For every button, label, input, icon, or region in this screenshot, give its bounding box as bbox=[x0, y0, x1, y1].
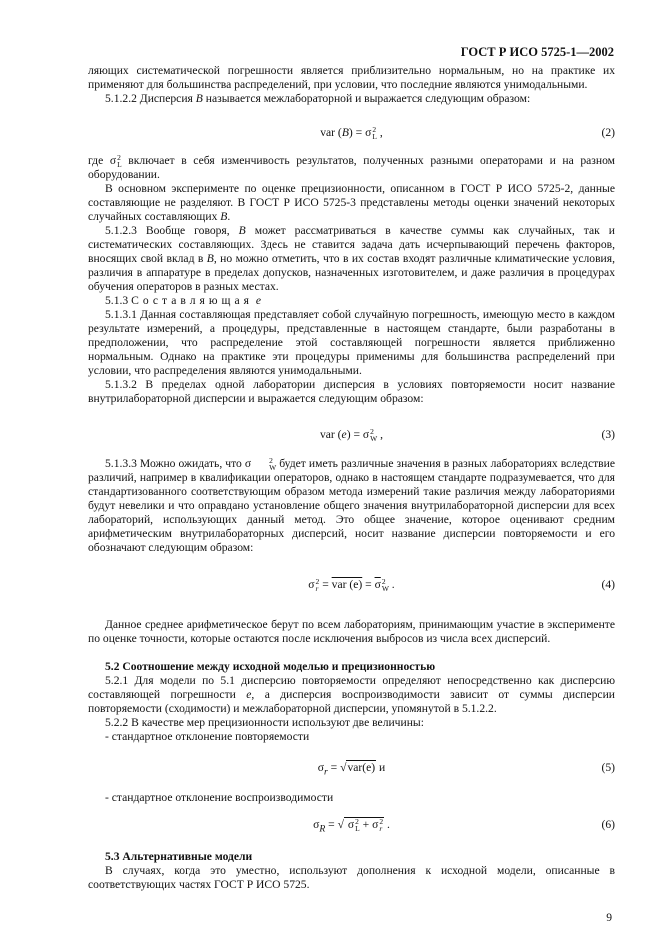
paragraph-5-1-3-1: 5.1.3.1 Данная составляющая представляет собой случайную погрешность, имеющую место в каждом результате измерений, а процедуры, представленные в настоящем стандарте, были разработаны в предположении, что распределение этой составляющей погрешности является приближенно нормальным. Однако на практике эти процедуры применимы для большинства распределений при условии, что распределения являются унимодальными. bbox=[88, 308, 615, 377]
paragraph-5-1-3-2: 5.1.3.2 В пределах одной лаборатории дисперсия в условиях повторяемости носит название внутрилабораторной дисперсии и выражается следующим образом: bbox=[88, 378, 615, 405]
paragraph: В основном эксперименте по оценке прецизионности, описанном в ГОСТ Р ИСО 5725-2, данные составляющие не разделяют. В ГОСТ Р ИСО 5725-3 представлены методы оценки значений некоторых случайных составляющих B. bbox=[88, 182, 615, 223]
section-heading-5-3: 5.3 Альтернативные модели bbox=[105, 850, 253, 863]
equation-number: (3) bbox=[601, 428, 615, 441]
paragraph-5-2-1: 5.2.1 Для модели по 5.1 дисперсию повторяемости определяют непосредственно как дисперсию составляющей погрешности e, а дисперсия воспроизводимости зависит от суммы дисперсии повторяемости (сходимости) и межлабораторной дисперсии, упомянутой в 5.1.2.2. bbox=[88, 674, 615, 715]
paragraph-5-2-2: 5.2.2 В качестве мер прецизионности используют две величины: bbox=[105, 716, 424, 729]
paragraph-5-1-2-3: 5.1.2.3 Вообще говоря, B может рассматриваться в качестве суммы как случайных, так и систематических составляющих. Здесь не ставится задача дать исчерпывающий перечень факторов, вносящих свой вклад в B, но можно отметить, что в их состав входят различные климатические условия, различия в аппаратуре в пределах допусков, назначенных изготовителем, и даже различия в процедурах обучения операторов в разных местах. bbox=[88, 224, 615, 293]
equation-4: σ 2 r = var (e) = σ 2 W . (4) bbox=[308, 577, 615, 594]
list-item: - стандартное отклонение повторяемости bbox=[105, 730, 310, 743]
page-number: 9 bbox=[606, 911, 612, 924]
equation-5: $\sigma_r = √var(e)$ и (5) bbox=[317, 761, 615, 778]
text: 5.1.2.2 Дисперсия bbox=[105, 92, 196, 105]
equation-number: (5) bbox=[601, 761, 615, 774]
equation-3: var (e) = σ 2 W , (3) bbox=[319, 427, 615, 444]
paragraph: В случаях, когда это уместно, используют дополнения к исходной модели, описанные в соответствующих частях ГОСТ Р ИСО 5725. bbox=[88, 864, 615, 891]
equation-number: (4) bbox=[601, 578, 615, 591]
text: B bbox=[195, 92, 203, 105]
text: называется межлабораторной и выражается следующим образом: bbox=[202, 92, 531, 105]
list-item: - стандартное отклонение воспроизводимости bbox=[105, 791, 334, 804]
equation-2: var (B) = σ 2 L , (2) bbox=[320, 125, 615, 142]
equation-number: (2) bbox=[601, 126, 615, 139]
section-heading-5-2: 5.2 Соотношение между исходной моделью и прецизионностью bbox=[105, 660, 436, 673]
paragraph-5-1-3-3: 5.1.3.3 Можно ожидать, что σ 2 W будет иметь различные значения в разных лабораториях вследствие различий, например в квалификации операторов, однако в настоящем стандарте подразумевается, что для стандартизованного соответствующим образом метода измерений такие различия между лабораториями будут невелики и что оправдано установление общего значения внутрилабораторной дисперсии для всех лабораторий, использующих данный метод. Это общее значение, которое оценивают средним арифметическим внутрилабораторных дисперсий, носит название дисперсии повторяемости и его обозначают следующим образом: bbox=[88, 456, 615, 555]
equation-number: (6) bbox=[601, 818, 615, 831]
paragraph: ляющих систематической погрешности является приблизительно нормальным, но на практике их применяют для большинства распределений, при условии, что последние являются унимодальными. bbox=[88, 64, 615, 91]
section-heading-5-1-3: 5.1.3 Составляющая e bbox=[105, 294, 261, 307]
paragraph: Данное среднее арифметическое берут по всем лабораториям, принимающим участие в эксперименте по оценке точности, которые остаются после исключения выбросов из числа всех дисперсий. bbox=[88, 618, 615, 645]
equation-6: $\sigma_R$ = √ σ 2 L + σ 2 r . (6) bbox=[313, 817, 615, 835]
paragraph: где σ 2 L включает в себя изменчивость результатов, полученных разными операторами и на разном оборудовании. bbox=[88, 153, 615, 182]
paragraph-5-1-2-2 bbox=[88, 92, 615, 106]
document-header: ГОСТ Р ИСО 5725-1—2002 bbox=[460, 45, 614, 59]
